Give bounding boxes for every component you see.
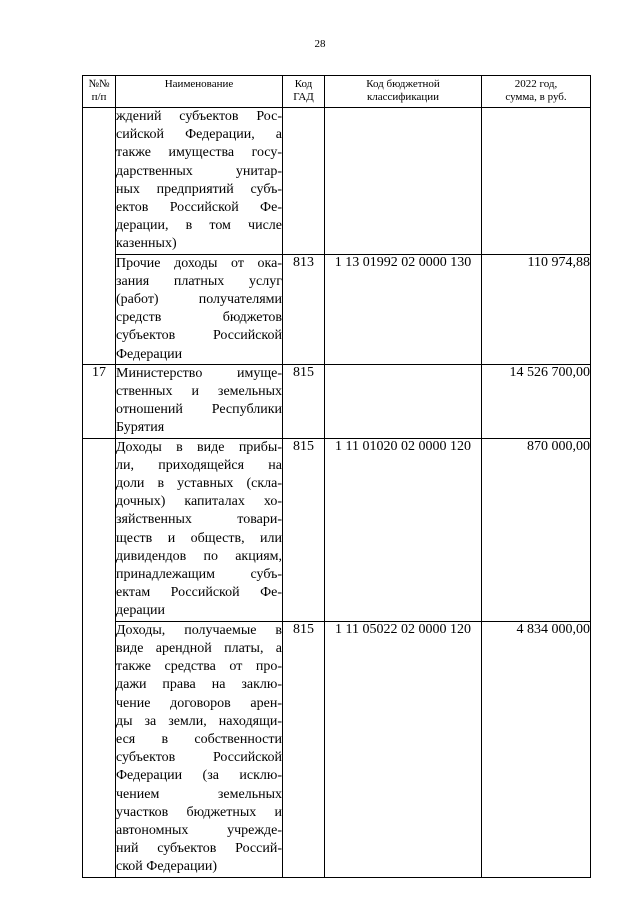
row-name-line: чение договоров арен-: [116, 695, 282, 711]
row-name-cell: [116, 621, 283, 877]
header-name-line-1: Наименование: [164, 78, 234, 90]
row-name-line: Доходы в виде прибы-: [116, 439, 282, 455]
row-name-line: виде арендной платы, а: [116, 640, 282, 656]
header-kbk-line-1: Код бюджетной: [366, 78, 440, 90]
row-name-line: Федерации: [116, 346, 183, 362]
row-name-line: также имущества госу-: [116, 145, 282, 161]
row-name-line: дочных) капиталах хо-: [116, 494, 282, 510]
table-row: [83, 108, 591, 255]
row-name-line: сийской Федерации, а: [116, 127, 282, 143]
table-header-row: [83, 76, 591, 108]
header-sum-line-2: сумма, в руб.: [505, 91, 567, 103]
row-name-line: Федерации (за исклю-: [116, 768, 282, 784]
row-name-line: принадлежащим субъ-: [116, 567, 282, 583]
row-name-line: ществ и обществ, или: [116, 530, 282, 546]
row-number-cell: 17: [83, 364, 116, 438]
row-sum-cell: 14 526 700,00: [482, 364, 591, 438]
row-name-line: ды за земли, находящи-: [116, 713, 282, 729]
page-number: 28: [314, 38, 326, 50]
row-name-line: дерации, в том числе: [116, 218, 282, 234]
row-name-line: ектам Российской Фе-: [116, 585, 282, 601]
row-kbk-cell: 1 11 01020 02 0000 120: [325, 438, 482, 621]
row-name-line: Прочие доходы от ока-: [116, 255, 282, 271]
row-name-line: автономных учрежде-: [116, 822, 282, 838]
table-row: [83, 364, 591, 438]
row-name-line: ственных и земельных: [116, 384, 282, 400]
row-name-line: ных предприятий субъ-: [116, 181, 282, 197]
row-name-line: дажи права на заклю-: [116, 677, 282, 693]
budget-table: [82, 75, 591, 878]
row-number-cell: [83, 108, 116, 365]
header-sum: [482, 76, 591, 108]
header-gad-line-1: Код: [294, 78, 313, 90]
header-gad: [283, 76, 325, 108]
row-name-cell: [116, 108, 283, 255]
header-num-line-1: №№: [88, 78, 110, 90]
row-name-line: доли в уставных (скла-: [116, 476, 282, 492]
row-gad-cell: 815: [283, 621, 325, 877]
row-name-line: также средства от про-: [116, 659, 282, 675]
row-name-line: субъектов Российской: [116, 328, 282, 344]
header-sum-line-1: 2022 год,: [514, 78, 558, 90]
row-kbk-cell: [325, 364, 482, 438]
row-sum-cell: 870 000,00: [482, 438, 591, 621]
row-name-line: ждений субъектов Рос-: [116, 109, 282, 124]
row-name-line: дарственных унитар-: [116, 163, 282, 179]
row-sum-cell: [482, 108, 591, 255]
table-body: [83, 108, 591, 878]
row-name-cell: [116, 254, 283, 364]
row-name-line: чением земельных: [116, 786, 282, 802]
row-name-line: Министерство имуще-: [116, 365, 282, 381]
row-gad-cell: 813: [283, 254, 325, 364]
row-number-cell: [83, 438, 116, 877]
row-name-line: Доходы, получаемые в: [116, 622, 282, 638]
table-row: [83, 438, 591, 621]
row-name-line: средств бюджетов: [116, 310, 282, 326]
row-kbk-cell: [325, 108, 482, 255]
header-kbk-line-2: классификации: [366, 91, 440, 103]
row-name-line: ли, приходящейся на: [116, 457, 282, 473]
header-gad-line-2: ГАД: [293, 91, 314, 103]
row-name-line: (работ) получателями: [116, 292, 282, 308]
row-gad-cell: 815: [283, 438, 325, 621]
row-name-line: отношений Республики: [116, 402, 282, 418]
header-num: [83, 76, 116, 108]
row-sum-cell: 4 834 000,00: [482, 621, 591, 877]
header-name: [116, 76, 283, 108]
header-kbk: [325, 76, 482, 108]
row-name-line: еся в собственности: [116, 731, 282, 747]
row-name-line: зания платных услуг: [116, 273, 282, 289]
row-name-cell: [116, 364, 283, 438]
row-gad-cell: 815: [283, 364, 325, 438]
row-name-line: ний субъектов Россий-: [116, 841, 282, 857]
row-name-line: дивидендов по акциям,: [116, 548, 282, 564]
row-name-line: субъектов Российской: [116, 750, 282, 766]
row-name-line: зяйственных товари-: [116, 512, 282, 528]
row-name-line: казенных): [116, 236, 177, 252]
row-name-line: ектов Российской Фе-: [116, 200, 282, 216]
header-num-line-2: п/п: [91, 91, 107, 103]
row-kbk-cell: 1 11 05022 02 0000 120: [325, 621, 482, 877]
row-name-line: ской Федерации): [116, 859, 218, 875]
row-sum-cell: 110 974,88: [482, 254, 591, 364]
table-row: [83, 254, 591, 364]
row-name-line: Бурятия: [116, 420, 165, 436]
row-kbk-cell: 1 13 01992 02 0000 130: [325, 254, 482, 364]
row-name-cell: [116, 438, 283, 621]
table-row: [83, 621, 591, 877]
row-name-line: дерации: [116, 603, 166, 619]
row-gad-cell: [283, 108, 325, 255]
row-name-line: участков бюджетных и: [116, 804, 282, 820]
